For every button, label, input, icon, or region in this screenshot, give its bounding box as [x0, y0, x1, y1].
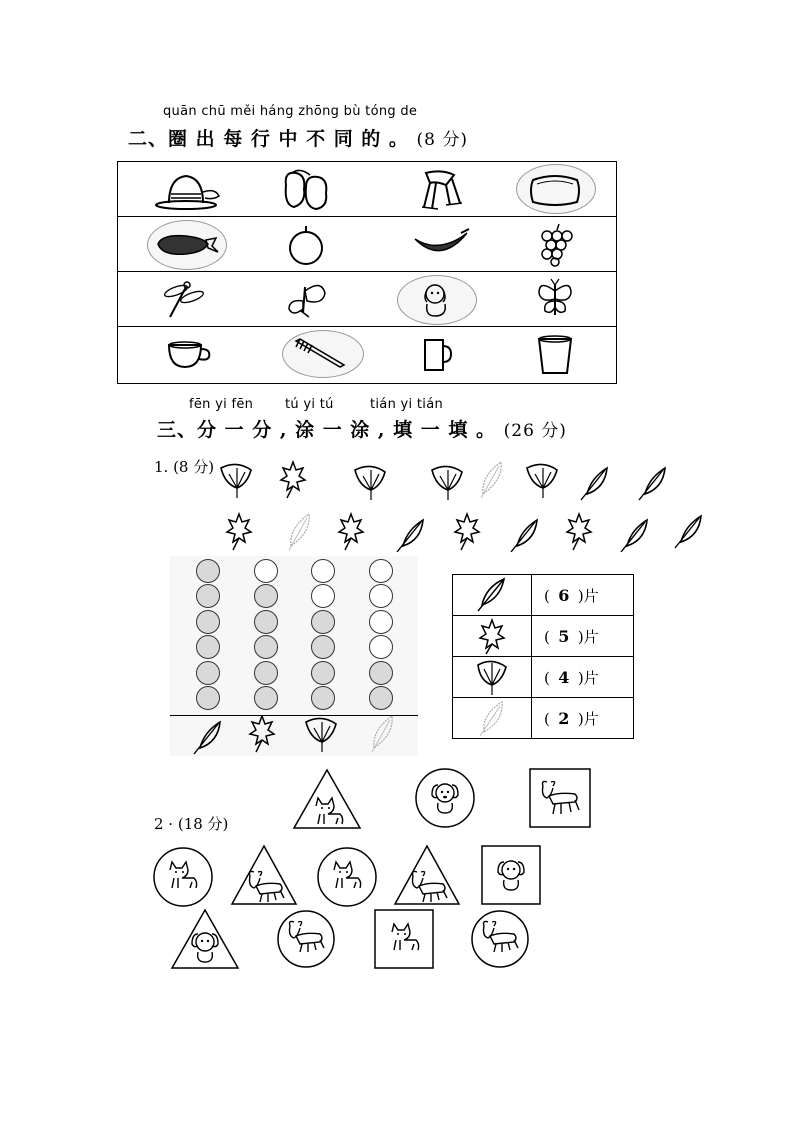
scarf-icon[interactable] — [396, 166, 486, 214]
section3-pinyin-1: fēn yi fēn — [189, 397, 254, 412]
circle-goat — [472, 911, 528, 967]
count-value[interactable]: 6 — [558, 585, 570, 605]
count-cell[interactable] — [532, 657, 634, 698]
square-cat — [375, 910, 433, 968]
willow-leaf-icon — [453, 698, 532, 739]
teacup-icon[interactable] — [143, 331, 233, 379]
pictograph-bubble-ginkgo-leaf[interactable] — [311, 686, 335, 710]
pictograph-bubble-birch-leaf[interactable] — [196, 635, 220, 659]
grid-row-2 — [118, 217, 616, 272]
leaf-count-table — [452, 574, 634, 739]
apple-icon[interactable] — [261, 221, 351, 269]
axis-maple-leaf-icon — [250, 716, 274, 752]
grapes-icon[interactable] — [510, 221, 600, 269]
birch-leaf-icon — [453, 575, 532, 616]
example-circle-dog — [414, 767, 476, 829]
count-value[interactable]: 2 — [558, 708, 570, 728]
pictograph-bubble-willow-leaf[interactable] — [369, 610, 393, 634]
open-paren: ( — [544, 586, 550, 605]
axis-birch-leaf-icon — [194, 722, 220, 754]
count-row — [453, 698, 634, 739]
pictograph-bubble-willow-leaf[interactable] — [369, 584, 393, 608]
pictograph-bubble-maple-leaf[interactable] — [254, 686, 278, 710]
count-row — [453, 657, 634, 698]
hat-icon[interactable] — [143, 166, 233, 214]
triangle-dog — [172, 910, 238, 968]
count-cell[interactable] — [532, 575, 634, 616]
axis-willow-leaf-icon — [372, 716, 392, 752]
pictograph-bubble-birch-leaf[interactable] — [196, 559, 220, 583]
pictograph-bubble-willow-leaf[interactable] — [369, 559, 393, 583]
q2-label: 2 · (18 分) — [154, 815, 229, 833]
toothbrush-icon[interactable] — [277, 331, 367, 379]
grid-row-1 — [118, 162, 616, 217]
bubble-columns — [170, 556, 418, 714]
axis-ginkgo-leaf-icon — [306, 718, 336, 752]
pictograph-bubble-ginkgo-leaf[interactable] — [311, 584, 335, 608]
pictograph-bubble-maple-leaf[interactable] — [254, 661, 278, 685]
count-row — [453, 616, 634, 657]
count-value[interactable]: 5 — [558, 626, 570, 646]
pictograph-bubble-maple-leaf[interactable] — [254, 610, 278, 634]
square-dog — [482, 846, 540, 904]
pictograph-bubble-maple-leaf[interactable] — [254, 584, 278, 608]
open-paren: ( — [544, 709, 550, 728]
butterfly-icon[interactable] — [261, 276, 351, 324]
pictograph-bubble-willow-leaf[interactable] — [369, 686, 393, 710]
count-cell[interactable] — [532, 698, 634, 739]
pictograph-bubble-ginkgo-leaf[interactable] — [311, 559, 335, 583]
section2-title — [128, 124, 468, 151]
q1-label: 1. (8 分) — [154, 458, 215, 476]
unit-label: )片 — [577, 627, 599, 646]
butterfly-icon[interactable] — [510, 276, 600, 324]
scattered-leaves-picture — [215, 452, 705, 552]
pictograph-bubble-birch-leaf[interactable] — [196, 661, 220, 685]
triangle-goat — [232, 846, 296, 904]
example-triangle-cat — [292, 768, 362, 830]
unit-label: )片 — [577, 668, 599, 687]
banana-icon[interactable] — [396, 221, 486, 269]
unit-label: )片 — [577, 586, 599, 605]
maple-leaf-icon — [453, 616, 532, 657]
pictograph-bubble-ginkgo-leaf[interactable] — [311, 635, 335, 659]
pictograph-bubble-maple-leaf[interactable] — [254, 559, 278, 583]
pictograph-bubble-birch-leaf[interactable] — [196, 686, 220, 710]
odd-one-out-grid — [117, 161, 617, 384]
grid-row-4 — [118, 327, 616, 383]
pictograph-bubble-birch-leaf[interactable] — [196, 584, 220, 608]
pictograph-bubble-willow-leaf[interactable] — [369, 661, 393, 685]
open-paren: ( — [544, 627, 550, 646]
ginkgo-leaf-icon — [453, 657, 532, 698]
unit-label: )片 — [577, 709, 599, 728]
dragonfly-icon[interactable] — [136, 276, 226, 324]
pictograph-bubble-ginkgo-leaf[interactable] — [311, 610, 335, 634]
section3-pinyin-3: tián yi tián — [370, 397, 443, 412]
glass-icon[interactable] — [510, 331, 600, 379]
classify-shapes — [150, 844, 550, 974]
section3-points: (26 分) — [503, 421, 567, 441]
pictograph-bubble-maple-leaf[interactable] — [254, 635, 278, 659]
section2-pinyin: quān chū měi háng zhōng bù tóng de — [163, 104, 418, 119]
section2-title-text: 二、圈 出 每 行 中 不 同 的 。 — [128, 128, 409, 150]
circle-cat — [154, 848, 212, 906]
pictograph-bubble-birch-leaf[interactable] — [196, 610, 220, 634]
section3-title-text: 三、分 一 分 , 涂 一 涂 , 填 一 填 。 — [157, 419, 496, 441]
pillow-icon[interactable] — [510, 166, 600, 214]
circle-cat — [318, 848, 376, 906]
eggplant-icon[interactable] — [142, 221, 232, 269]
circle-goat — [278, 911, 334, 967]
open-paren: ( — [544, 668, 550, 687]
count-value[interactable]: 4 — [558, 667, 570, 687]
section3-pinyin-2: tú yi tú — [285, 397, 334, 412]
example-square-goat — [529, 768, 591, 830]
count-row — [453, 575, 634, 616]
section2-points: (8 分) — [416, 130, 469, 150]
count-cell[interactable] — [532, 616, 634, 657]
pictograph-bubble-willow-leaf[interactable] — [369, 635, 393, 659]
triangle-goat — [395, 846, 459, 904]
pictograph-bubble-ginkgo-leaf[interactable] — [311, 661, 335, 685]
section3-title — [157, 415, 567, 442]
mittens-icon[interactable] — [261, 166, 351, 214]
puppy-icon[interactable] — [391, 276, 481, 324]
mug-icon[interactable] — [392, 331, 482, 379]
leaf-count-pictograph — [170, 556, 418, 756]
pictograph-leaf-axis — [170, 716, 418, 756]
grid-row-3 — [118, 272, 616, 327]
